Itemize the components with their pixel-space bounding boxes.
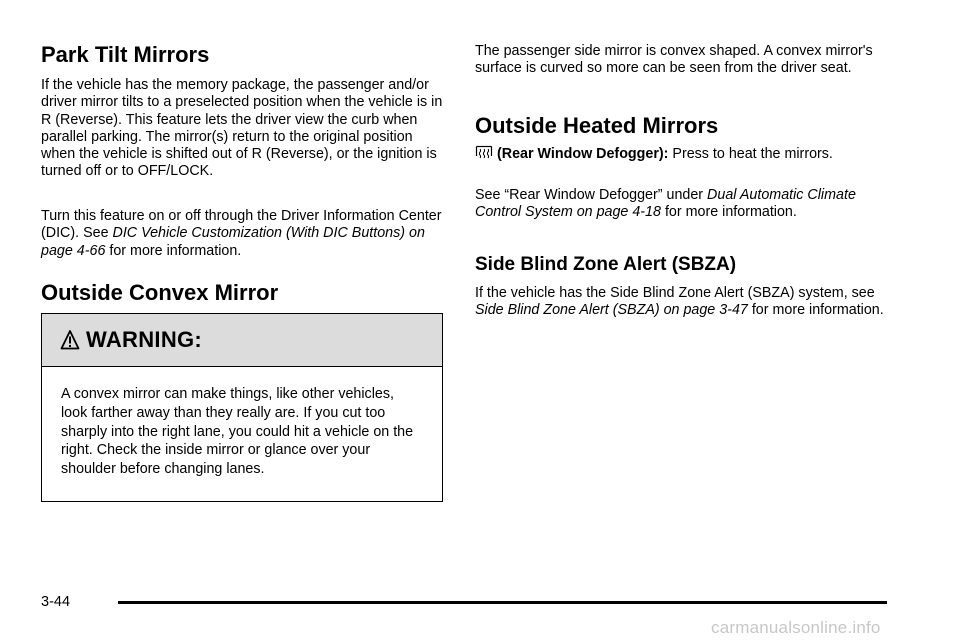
see-climate-text: See “Rear Window Defogger” under [475,187,708,203]
sbza-paragraph [475,285,887,320]
warning-box [41,313,443,502]
warning-text: A convex mirror can make things, like other vehicles, look farther away than they really are. If you cut too sharply into the right lane, you could hit a vehicle on the right. Check the inside mirror or glance over your shoulder before changing lanes. [61,386,414,478]
see-climate-suffix: for more information. [660,204,797,221]
park-tilt-paragraph: If the vehicle has the memory package, the passenger and/or driver mirror tilts to a preselected position when the vehicle is in R (Reverse). This feature lets the driver view the curb when parallel parking. The mirror(s) return to the original position when the vehicle is shifted out of R (Reverse), or the ignition is turned off or to OFF/LOCK. [41,77,443,180]
warning-header [42,314,442,367]
section-title-park-tilt-mirrors: Park Tilt Mirrors [41,42,210,67]
defogger-text: Press to heat the mirrors. [668,146,833,162]
sbza-text: If the vehicle has the Side Blind Zone Alert (SBZA) system, see [475,285,875,301]
dic-customization-link[interactable]: DIC Vehicle Customization (With DIC Buttons) on page 4‑66 [41,225,425,259]
section-title-outside-convex-mirror: Outside Convex Mirror [41,280,279,305]
sbza-suffix: for more information. [747,302,884,319]
warning-title: WARNING: [86,327,203,352]
page-number: 3-44 [41,594,71,610]
convex-description-paragraph: The passenger side mirror is convex shaped. A convex mirror's surface is curved so more can be seen from the driver seat. [475,43,873,77]
section-title-sbza: Side Blind Zone Alert (SBZA) [475,254,737,275]
watermark: carmanualsonline.info [711,618,881,637]
warning-triangle-icon [60,329,80,351]
park-tilt-dic-paragraph [41,208,445,260]
see-climate-paragraph [475,187,887,222]
rear-defogger-icon [475,145,493,160]
defogger-label: (Rear Window Defogger): [497,146,669,162]
park-tilt-dic-text: Turn this feature on or off through the Driver Information Center (DIC). See [41,208,442,242]
park-tilt-dic-suffix: for more information. [105,242,242,259]
defogger-paragraph [475,145,833,163]
footer-rule [118,601,887,604]
section-title-outside-heated-mirrors: Outside Heated Mirrors [475,113,719,138]
climate-control-link[interactable]: Dual Automatic Climate Control System on page 4‑18 [475,187,856,221]
sbza-link[interactable]: Side Blind Zone Alert (SBZA) on page 3‑47 [475,302,748,319]
warning-body [42,367,442,479]
